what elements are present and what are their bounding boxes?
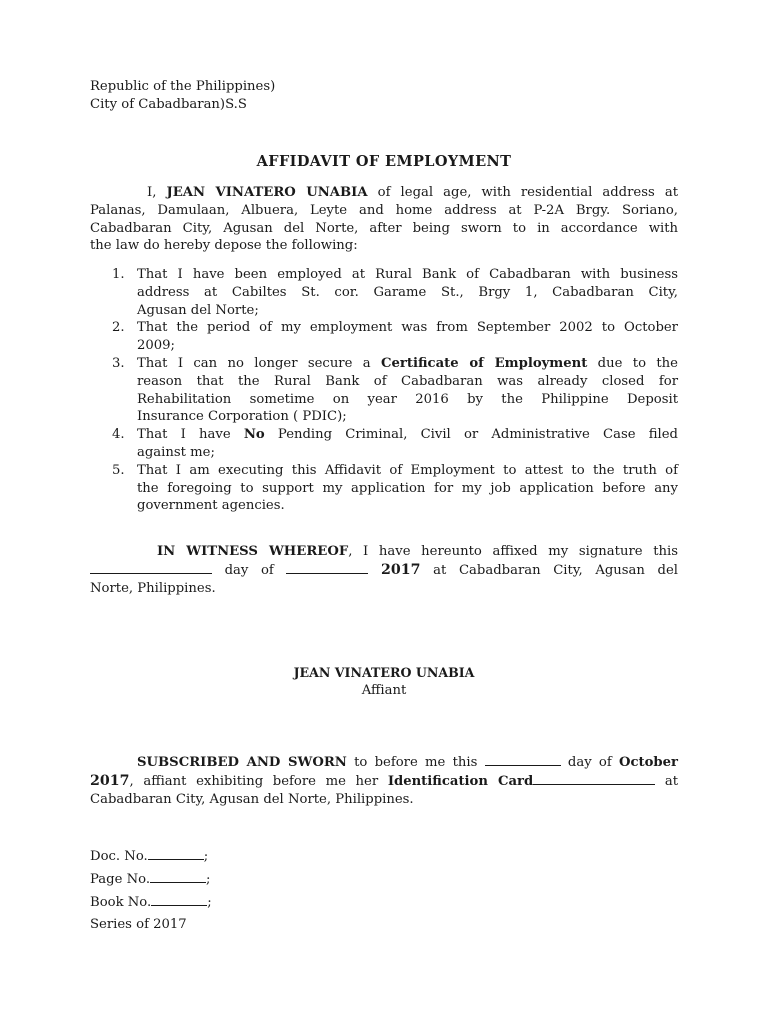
jurat-year: 2017 (90, 772, 130, 789)
jurat-paragraph: SUBSCRIBED AND SWORN to before me this day of October 2017, affiant exhibiting before me her Identification Card at Cabadbaran City, Agusan del Norte, Philippines. (90, 755, 678, 807)
certificate-term: Certificate of Employment (381, 355, 588, 371)
page-no-blank[interactable] (150, 870, 206, 883)
witness-year: 2017 (381, 561, 421, 578)
list-item: 2. That the period of my employment was from September 2002 to October 2009; (112, 320, 678, 354)
book-no: Book No. ; (90, 895, 212, 910)
doc-no-blank[interactable] (148, 847, 204, 860)
list-item: 3. That I can no longer secure a Certificate of Employment due to the reason that the Rural Bank of Cabadbaran was already closed for Rehabilitation sometime on year 2016 by the Philippine Deposit Insurance Corporation ( PDIC); (112, 355, 678, 425)
intro-line: the law do hereby depose the following: (90, 238, 358, 254)
list-item: 4. That I have No Pending Criminal, Civil or Administrative Case filed against me; (112, 427, 678, 460)
book-no-blank[interactable] (151, 893, 207, 906)
document-title: AFFIDAVIT OF EMPLOYMENT (256, 153, 512, 170)
list-item: 1. That I have been employed at Rural Bank of Cabadbaran with business address at Cabiltes St. cor. Garame St., Brgy 1, Cabadbaran City, Agusan del Norte; (112, 267, 678, 318)
witness-paragraph: IN WITNESS WHEREOF, I have hereunto affixed my signature this day of 2017 at Cabadbaran City, Agusan del Norte, Philippines. (90, 544, 678, 596)
day-blank[interactable] (90, 561, 212, 574)
header-republic: Republic of the Philippines) (90, 79, 276, 94)
intro-line: Palanas, Damulaan, Albuera, Leyte and home address at P-2A Brgy. Soriano, (90, 202, 678, 218)
list-item: 5. That I am executing this Affidavit of Employment to attest to the truth of the foregoing to support my application for my job application before any government agencies. (112, 462, 678, 514)
signatory-name: JEAN VINATERO UNABIA (293, 665, 475, 680)
signatory-role: Affiant (361, 683, 407, 698)
series: Series of 2017 (90, 917, 187, 932)
id-blank[interactable] (533, 772, 655, 785)
witness-heading: IN WITNESS WHEREOF (157, 544, 349, 559)
intro-line: Cabadbaran City, Agusan del Norte, after being sworn to in accordance with (90, 220, 678, 236)
intro-paragraph (90, 184, 678, 255)
doc-no: Doc. No. ; (90, 849, 209, 864)
header-city: City of Cabadbaran)S.S (90, 97, 247, 112)
month-blank[interactable] (286, 561, 368, 574)
no-term: No (243, 427, 265, 443)
statements-list (90, 266, 678, 515)
identification-card: Identification Card (387, 773, 534, 789)
page-no: Page No. ; (90, 872, 211, 887)
intro-line: I, JEAN VINATERO UNABIA of legal age, with residential address at (147, 185, 678, 200)
jurat-heading: SUBSCRIBED AND SWORN (137, 755, 347, 770)
jurat-month: October (619, 755, 678, 770)
jurat-day-blank[interactable] (485, 753, 561, 766)
affiant-name-inline: JEAN VINATERO UNABIA (166, 185, 368, 200)
